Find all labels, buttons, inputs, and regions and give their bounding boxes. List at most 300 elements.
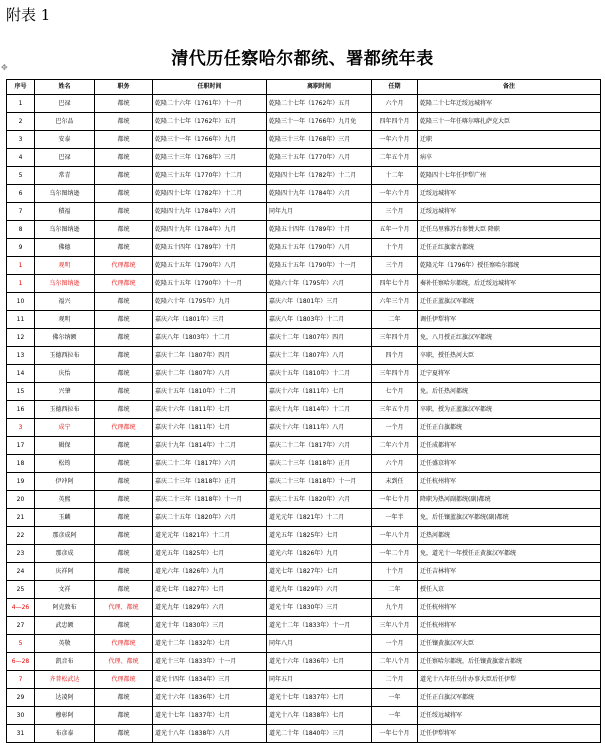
start-date-cell: 嘉庆十二年（1807年）四月 (153, 347, 267, 365)
post-cell: 都统 (95, 293, 153, 311)
start-date-cell: 乾隆六十年（1795年）九月 (153, 293, 267, 311)
end-date-cell: 乾隆三十五年（1770年）八月 (267, 149, 372, 167)
row-number-cell: 3 (7, 131, 35, 149)
remark-cell: 迁任杭州将军 (418, 473, 601, 491)
row-number-cell: 31 (7, 725, 35, 743)
official-name-cell: 布彦泰 (35, 725, 95, 743)
header-note: 备注 (418, 80, 601, 95)
table-row (7, 401, 601, 419)
post-cell: 都统 (95, 707, 153, 725)
official-name-cell: 乌尔图纳逊 (35, 185, 95, 203)
table-row (7, 437, 601, 455)
term-length-cell: 六个月 (372, 455, 418, 473)
row-number-cell: 5 (7, 167, 35, 185)
start-date-cell: 乾隆二十六年（1761年）十一月 (153, 95, 267, 113)
start-date-cell: 乾隆五十五年（1790年）十一月 (153, 275, 267, 293)
table-row (7, 599, 601, 617)
end-date-cell: 嘉庆十二年（1807年）八月 (267, 347, 372, 365)
row-number-cell: 21 (7, 509, 35, 527)
row-number-cell: 4 (7, 149, 35, 167)
table-row (7, 527, 601, 545)
remark-cell: 迁任镶黄旗汉军大臣 (418, 635, 601, 653)
table-row (7, 671, 601, 689)
remark-cell: 迁任正蓝旗汉军都统 (418, 293, 601, 311)
term-length-cell: 三年五个月 (372, 401, 418, 419)
table-row (7, 257, 601, 275)
start-date-cell: 嘉庆十五年（1810年）十二月 (153, 383, 267, 401)
table-row (7, 545, 601, 563)
official-name-cell: 辑保 (35, 437, 95, 455)
post-cell: 都统 (95, 491, 153, 509)
row-number-cell: 8 (7, 221, 35, 239)
table-row (7, 95, 601, 113)
end-date-cell: 乾隆五十五年（1790年）八月 (267, 239, 372, 257)
table-header-row (7, 80, 601, 95)
end-date-cell: 嘉庆八年（1803年）十二月 (267, 311, 372, 329)
remark-cell: 迁任正白旗汉军都统 (418, 689, 601, 707)
term-length-cell: 三年四个月 (372, 365, 418, 383)
post-cell: 都统 (95, 725, 153, 743)
official-name-cell: 英熙 (35, 491, 95, 509)
end-date-cell: 同年五月 (267, 671, 372, 689)
term-length-cell: 一个月 (372, 635, 418, 653)
row-number-cell: 19 (7, 473, 35, 491)
official-name-cell: 武忠额 (35, 617, 95, 635)
remark-cell: 迁任杭州将军 (418, 599, 601, 617)
official-name-cell: 安泰 (35, 131, 95, 149)
post-cell: 都统 (95, 473, 153, 491)
start-date-cell: 嘉庆十六年（1811年）七月 (153, 401, 267, 419)
official-name-cell: 文祥 (35, 581, 95, 599)
header-start: 任职时间 (153, 80, 267, 95)
start-date-cell: 嘉庆十二年（1807年）八月 (153, 365, 267, 383)
official-name-cell: 巴尔品 (35, 113, 95, 131)
table-row (7, 365, 601, 383)
term-length-cell: 二年八个月 (372, 653, 418, 671)
end-date-cell: 乾隆四十七年（1782年）十二月 (267, 167, 372, 185)
post-cell: 都统 (95, 329, 153, 347)
post-cell: 代理都统 (95, 635, 153, 653)
remark-cell: 病卒 (418, 149, 601, 167)
post-cell: 都统 (95, 149, 153, 167)
end-date-cell: 道光六年（1826年）九月 (267, 545, 372, 563)
start-date-cell: 乾隆四十九年（1784年）九月 (153, 221, 267, 239)
table-row (7, 221, 601, 239)
end-date-cell: 嘉庆十五年（1810年）十二月 (267, 365, 372, 383)
official-name-cell: 齐普松武达 (35, 671, 95, 689)
remark-cell: 迁任吉林将军 (418, 563, 601, 581)
header-end: 离职时间 (267, 80, 372, 95)
end-date-cell: 乾隆三十三年（1768年）三月 (267, 131, 372, 149)
row-number-cell: 15 (7, 383, 35, 401)
end-date-cell: 乾隆三十一年（1766年）九月免 (267, 113, 372, 131)
start-date-cell: 道光十四年（1834年）三月 (153, 671, 267, 689)
term-length-cell: 五年一个月 (372, 221, 418, 239)
remark-cell: 迁热河都统 (418, 527, 601, 545)
term-length-cell: 二个月 (372, 671, 418, 689)
post-cell: 都统 (95, 581, 153, 599)
end-date-cell: 道光二十年（1840年）三月 (267, 725, 372, 743)
official-name-cell: 常青 (35, 167, 95, 185)
table-row (7, 185, 601, 203)
row-number-cell: 7 (7, 203, 35, 221)
start-date-cell: 乾隆五十四年（1789年）十月 (153, 239, 267, 257)
official-name-cell: 庆祥阿 (35, 563, 95, 581)
header-no: 序号 (7, 80, 35, 95)
start-date-cell: 道光十年（1830年）三月 (153, 617, 267, 635)
start-date-cell: 嘉庆八年（1803年）十二月 (153, 329, 267, 347)
post-cell: 代理都统 (95, 275, 153, 293)
remark-cell: 迁任正红旗蒙古都统 (418, 239, 601, 257)
post-cell: 代理都统 (95, 419, 153, 437)
remark-cell: 迁任成都将军 (418, 437, 601, 455)
row-number-cell: 22 (7, 527, 35, 545)
post-cell: 都统 (95, 401, 153, 419)
term-length-cell: 二年 (372, 311, 418, 329)
row-number-cell: 9 (7, 239, 35, 257)
table-row (7, 311, 601, 329)
start-date-cell: 乾隆四十九年（1784年）六月 (153, 203, 267, 221)
remark-cell: 免，八月授正红旗汉军都统 (418, 329, 601, 347)
table-row (7, 293, 601, 311)
table-row (7, 689, 601, 707)
row-number-cell: 14 (7, 365, 35, 383)
remark-cell: 迁任正白旗都统 (418, 419, 601, 437)
remark-cell: 降职为热河副都统(副)都统 (418, 491, 601, 509)
term-length-cell: 一年半 (372, 509, 418, 527)
post-cell: 都统 (95, 221, 153, 239)
term-length-cell: 十个月 (372, 239, 418, 257)
term-length-cell: 二年五个月 (372, 149, 418, 167)
remark-cell: 乾隆三十一年任喀尔喀扎萨克大臣 (418, 113, 601, 131)
term-length-cell: 十个月 (372, 563, 418, 581)
row-number-cell: 16 (7, 401, 35, 419)
remark-cell: 迁任杭州将军 (418, 617, 601, 635)
remark-cell: 迁宁夏将军 (418, 365, 601, 383)
post-cell: 都统 (95, 113, 153, 131)
row-number-cell: 18 (7, 455, 35, 473)
table-row (7, 113, 601, 131)
term-length-cell: 四个月 (372, 347, 418, 365)
table-row (7, 347, 601, 365)
end-date-cell: 乾隆五十四年（1789年）十月 (267, 221, 372, 239)
start-date-cell: 乾隆三十三年（1768年）三月 (153, 149, 267, 167)
row-number-cell: 2 (7, 113, 35, 131)
table-row (7, 491, 601, 509)
start-date-cell: 道光十三年（1833年）十一月 (153, 653, 267, 671)
row-number-cell: 6—28 (7, 653, 35, 671)
remark-cell: 免。后任热河都统 (418, 383, 601, 401)
post-cell: 都统 (95, 689, 153, 707)
official-name-cell: 積福 (35, 203, 95, 221)
end-date-cell: 道光元年（1821年）十二月 (267, 509, 372, 527)
post-cell: 都统 (95, 437, 153, 455)
official-name-cell: 那彦成 (35, 545, 95, 563)
post-cell: 代理、都统 (95, 653, 153, 671)
table-row (7, 239, 601, 257)
remark-cell: 卒职，授任热河大臣 (418, 347, 601, 365)
official-name-cell: 巴禄 (35, 149, 95, 167)
official-name-cell: 伊冲阿 (35, 473, 95, 491)
remark-cell: 迁绥远城将军 (418, 203, 601, 221)
post-cell: 都统 (95, 455, 153, 473)
post-cell: 代理都统 (95, 671, 153, 689)
official-name-cell: 穆彰阿 (35, 707, 95, 725)
start-date-cell: 嘉庆六年（1801年）三月 (153, 311, 267, 329)
official-name-cell: 观明 (35, 311, 95, 329)
anchor-icon: ✥ (1, 63, 8, 72)
end-date-cell: 道光十六年（1836年）七月 (267, 653, 372, 671)
end-date-cell: 道光七年（1827年）七月 (267, 563, 372, 581)
official-name-cell: 巴禄 (35, 95, 95, 113)
end-date-cell: 同年九月 (267, 203, 372, 221)
remark-cell: 免，后任镶蓝旗汉军都统(副)都统 (418, 509, 601, 527)
term-length-cell: 四年四个月 (372, 113, 418, 131)
tenure-table (6, 79, 601, 743)
term-length-cell: 九个月 (372, 599, 418, 617)
table-row (7, 167, 601, 185)
remark-cell: 迁任乌里雅苏台参赞大臣 降职 (418, 221, 601, 239)
official-name-cell: 成宁 (35, 419, 95, 437)
official-name-cell: 凯音布 (35, 653, 95, 671)
row-number-cell: 30 (7, 707, 35, 725)
term-length-cell: 一年二个月 (372, 545, 418, 563)
table-row (7, 563, 601, 581)
start-date-cell: 道光九年（1829年）六月 (153, 599, 267, 617)
start-date-cell: 道光十二年（1832年）七月 (153, 635, 267, 653)
table-row (7, 635, 601, 653)
row-number-cell: 5 (7, 635, 35, 653)
table-row (7, 653, 601, 671)
end-date-cell: 嘉庆十六年（1811年）八月 (267, 419, 372, 437)
row-number-cell: 13 (7, 347, 35, 365)
row-number-cell: 1 (7, 95, 35, 113)
row-number-cell: 6 (7, 185, 35, 203)
table-row (7, 131, 601, 149)
table-row (7, 275, 601, 293)
official-name-cell: 英敬 (35, 635, 95, 653)
term-length-cell: 一年 (372, 707, 418, 725)
row-number-cell: 11 (7, 311, 35, 329)
page-label: 附表 1 (6, 6, 51, 24)
official-name-cell: 松筠 (35, 455, 95, 473)
post-cell: 都统 (95, 545, 153, 563)
row-number-cell: 24 (7, 563, 35, 581)
term-length-cell: 一年七个月 (372, 491, 418, 509)
official-name-cell: 那彦成阿 (35, 527, 95, 545)
remark-cell: 乾隆元年（1796年）授任察哈尔都统 (418, 257, 601, 275)
term-length-cell: 三个月 (372, 257, 418, 275)
end-date-cell: 同年八月 (267, 635, 372, 653)
table-row (7, 149, 601, 167)
header-term: 任期 (372, 80, 418, 95)
term-length-cell: 三年八个月 (372, 617, 418, 635)
term-length-cell: 二年 (372, 581, 418, 599)
start-date-cell: 嘉庆二十三年（1818年）十一月 (153, 491, 267, 509)
table-row (7, 419, 601, 437)
official-name-cell: 佛尔纳额 (35, 329, 95, 347)
term-length-cell: 一年 (372, 689, 418, 707)
post-cell: 都统 (95, 131, 153, 149)
start-date-cell: 乾隆四十七年（1782年）十二月 (153, 185, 267, 203)
start-date-cell: 嘉庆十六年（1811年）七月 (153, 419, 267, 437)
remark-cell: 迁任察哈尔都统，后任镶黄旗蒙古都统 (418, 653, 601, 671)
post-cell: 都统 (95, 563, 153, 581)
remark-cell: 乾隆二十七年迁绥远城将军 (418, 95, 601, 113)
remark-cell: 迁任绥远城将军 (418, 707, 601, 725)
end-date-cell: 道光十二年（1833年）十一月 (267, 617, 372, 635)
table-row (7, 707, 601, 725)
table-row (7, 383, 601, 401)
term-length-cell: 三年四个月 (372, 329, 418, 347)
post-cell: 都统 (95, 509, 153, 527)
row-number-cell: 29 (7, 689, 35, 707)
row-number-cell: 10 (7, 293, 35, 311)
term-length-cell: 一年六个月 (372, 131, 418, 149)
remark-cell: 调任伊犁将军 (418, 311, 601, 329)
term-length-cell: 一年六个月 (372, 185, 418, 203)
start-date-cell: 道光十八年（1838年）八月 (153, 725, 267, 743)
post-cell: 都统 (95, 167, 153, 185)
term-length-cell: 一年八个月 (372, 527, 418, 545)
remark-cell: 奏补任察哈尔都统，后迁绥远城将军 (418, 275, 601, 293)
end-date-cell: 嘉庆六年（1801年）三月 (267, 293, 372, 311)
start-date-cell: 道光元年（1821年）十二月 (153, 527, 267, 545)
post-cell: 都统 (95, 347, 153, 365)
row-number-cell: 23 (7, 545, 35, 563)
end-date-cell: 乾隆四十九年（1784年）六月 (267, 185, 372, 203)
start-date-cell: 乾隆二十七年（1762年）五月 (153, 113, 267, 131)
row-number-cell: 17 (7, 437, 35, 455)
remark-cell: 迁绥远城将军 (418, 185, 601, 203)
official-name-cell: 佛德 (35, 239, 95, 257)
term-length-cell: 七个月 (372, 383, 418, 401)
official-name-cell: 福兴 (35, 293, 95, 311)
header-post: 职务 (95, 80, 153, 95)
term-length-cell: 六年三个月 (372, 293, 418, 311)
start-date-cell: 道光十六年（1836年）七月 (153, 689, 267, 707)
start-date-cell: 乾隆五十五年（1790年）八月 (153, 257, 267, 275)
table-body (7, 95, 601, 743)
table-row (7, 203, 601, 221)
term-length-cell: 三个月 (372, 203, 418, 221)
post-cell: 都统 (95, 383, 153, 401)
start-date-cell: 道光七年（1827年）七月 (153, 581, 267, 599)
remark-cell: 免，道光十一年授任正黄旗汉军都统 (418, 545, 601, 563)
remark-cell: 迁职 (418, 131, 601, 149)
row-number-cell: 3 (7, 419, 35, 437)
end-date-cell: 乾隆五十五年（1790年）十一月 (267, 257, 372, 275)
start-date-cell: 乾隆三十一年（1766年）九月 (153, 131, 267, 149)
table-row (7, 329, 601, 347)
end-date-cell: 嘉庆二十三年（1818年）正月 (267, 455, 372, 473)
table-row (7, 725, 601, 743)
start-date-cell: 嘉庆二十二年（1817年）六月 (153, 455, 267, 473)
end-date-cell: 道光十八年（1838年）七月 (267, 707, 372, 725)
term-length-cell: 六个月 (372, 95, 418, 113)
remark-cell: 迁任伊犁将军 (418, 725, 601, 743)
post-cell: 都统 (95, 365, 153, 383)
term-length-cell: 十二年 (372, 167, 418, 185)
term-length-cell: 二年六个月 (372, 437, 418, 455)
official-name-cell: 玉麟 (35, 509, 95, 527)
row-number-cell: 7 (7, 671, 35, 689)
table-row (7, 581, 601, 599)
end-date-cell: 道光五年（1825年）七月 (267, 527, 372, 545)
official-name-cell: 乌尔图纳逊 (35, 275, 95, 293)
row-number-cell: 27 (7, 617, 35, 635)
remark-cell: 卒职，授为正蓝旗汉军都统 (418, 401, 601, 419)
start-date-cell: 道光五年（1825年）七月 (153, 545, 267, 563)
official-name-cell: 玉德西拉布 (35, 401, 95, 419)
start-date-cell: 嘉庆二十三年（1818年）正月 (153, 473, 267, 491)
official-name-cell: 兴肇 (35, 383, 95, 401)
official-name-cell: 玉德西拉布 (35, 347, 95, 365)
post-cell: 都统 (95, 95, 153, 113)
official-name-cell: 乌尔图纳逊 (35, 221, 95, 239)
end-date-cell: 乾隆六十年（1795年）六月 (267, 275, 372, 293)
end-date-cell: 乾隆二十七年（1762年）五月 (267, 95, 372, 113)
end-date-cell: 道光十七年（1837年）七月 (267, 689, 372, 707)
post-cell: 代理都统 (95, 257, 153, 275)
post-cell: 都统 (95, 527, 153, 545)
term-length-cell: 一年七个月 (372, 725, 418, 743)
post-cell: 都统 (95, 311, 153, 329)
row-number-cell: 1 (7, 257, 35, 275)
document-title: 清代历任察哈尔都统、署都统年表 (171, 49, 434, 69)
official-name-cell: 阿克敦布 (35, 599, 95, 617)
official-name-cell: 观明 (35, 257, 95, 275)
term-length-cell: 一个月 (372, 419, 418, 437)
start-date-cell: 乾隆三十五年（1770年）十二月 (153, 167, 267, 185)
start-date-cell: 嘉庆十九年（1814年）十二月 (153, 437, 267, 455)
table-row (7, 455, 601, 473)
row-number-cell: 25 (7, 581, 35, 599)
start-date-cell: 道光十七年（1837年）七月 (153, 707, 267, 725)
term-length-cell: 四年七个月 (372, 275, 418, 293)
official-name-cell: 达凌阿 (35, 689, 95, 707)
header-name: 姓名 (35, 80, 95, 95)
post-cell: 都统 (95, 617, 153, 635)
post-cell: 都统 (95, 239, 153, 257)
post-cell: 代理、都统 (95, 599, 153, 617)
row-number-cell: 1 (7, 275, 35, 293)
post-cell: 都统 (95, 203, 153, 221)
table-row (7, 617, 601, 635)
table-row (7, 473, 601, 491)
term-length-cell: 未到任 (372, 473, 418, 491)
row-number-cell: 4—26 (7, 599, 35, 617)
remark-cell: 乾隆四十七年任伊犁广州 (418, 167, 601, 185)
end-date-cell: 嘉庆二十二年（1817年）六月 (267, 437, 372, 455)
start-date-cell: 嘉庆二十五年（1820年）六月 (153, 509, 267, 527)
row-number-cell: 12 (7, 329, 35, 347)
end-date-cell: 嘉庆十六年（1811年）七月 (267, 383, 372, 401)
remark-cell: 道光十八年任乌什办事大臣后任伊犁 (418, 671, 601, 689)
end-date-cell: 嘉庆十二年（1807年）四月 (267, 329, 372, 347)
remark-cell: 授任入京 (418, 581, 601, 599)
end-date-cell: 道光九年（1829年）六月 (267, 581, 372, 599)
table-row (7, 509, 601, 527)
remark-cell: 迁任盛京将军 (418, 455, 601, 473)
start-date-cell: 道光六年（1826年）九月 (153, 563, 267, 581)
end-date-cell: 嘉庆十九年（1814年）十二月 (267, 401, 372, 419)
official-name-cell: 庆怡 (35, 365, 95, 383)
end-date-cell: 嘉庆二十三年（1818年）十一月 (267, 473, 372, 491)
post-cell: 都统 (95, 185, 153, 203)
end-date-cell: 嘉庆二十五年（1820年）六月 (267, 491, 372, 509)
end-date-cell: 道光十年（1830年）三月 (267, 599, 372, 617)
